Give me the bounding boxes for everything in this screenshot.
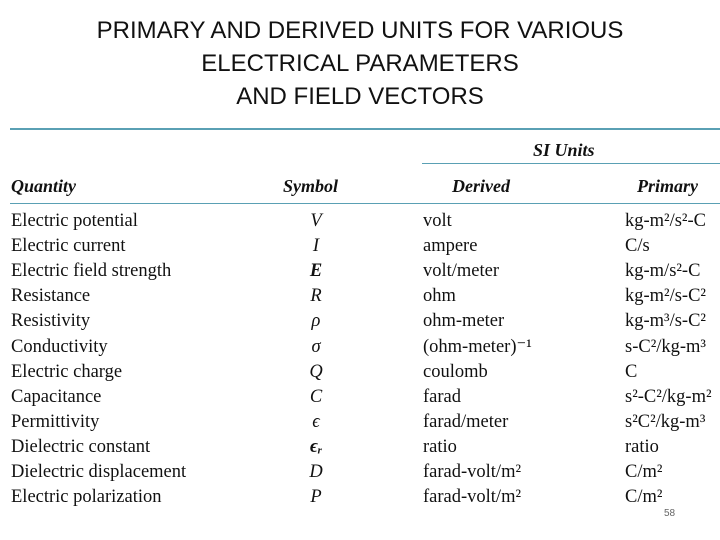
- cell-quantity: Resistivity: [11, 311, 91, 331]
- cell-quantity: Permittivity: [11, 412, 100, 432]
- cell-derived: farad: [423, 387, 461, 407]
- header-symbol: Symbol: [283, 176, 339, 196]
- cell-derived: farad-volt/m²: [423, 462, 522, 482]
- page-number: 58: [664, 508, 676, 519]
- si-units-rule: [422, 163, 720, 164]
- table-row: [0, 209, 720, 234]
- cell-derived: ampere: [423, 236, 478, 256]
- table-row: [0, 335, 720, 360]
- cell-primary: ratio: [625, 437, 659, 457]
- cell-primary: s²C²/kg-m³: [625, 412, 706, 432]
- cell-quantity: Resistance: [11, 286, 91, 306]
- cell-primary: kg-m²/s²-C: [625, 211, 706, 231]
- cell-quantity: Electric current: [11, 236, 126, 256]
- cell-primary: C/s: [625, 236, 650, 256]
- cell-derived: (ohm-meter)⁻¹: [423, 337, 532, 357]
- cell-symbol: ρ: [311, 311, 321, 331]
- cell-primary: kg-m/s²-C: [625, 261, 701, 281]
- cell-symbol: V: [310, 211, 322, 231]
- cell-derived: coulomb: [423, 362, 488, 382]
- cell-derived: ohm: [423, 286, 456, 306]
- table-row: [0, 460, 720, 485]
- si-units-header: SI Units: [533, 140, 595, 160]
- cell-symbol: ϵᵣ: [309, 437, 323, 457]
- header-primary: Primary: [637, 176, 698, 196]
- cell-quantity: Dielectric constant: [11, 437, 151, 457]
- cell-derived: ohm-meter: [423, 311, 505, 331]
- cell-primary: kg-m³/s-C²: [625, 311, 706, 331]
- cell-symbol: C: [309, 387, 323, 407]
- title-line-3: AND FIELD VECTORS: [236, 83, 484, 110]
- cell-primary: s²-C²/kg-m²: [625, 387, 712, 407]
- slide-title: [0, 14, 720, 113]
- title-line-2: ELECTRICAL PARAMETERS: [201, 50, 519, 77]
- cell-quantity: Capacitance: [11, 387, 102, 407]
- cell-primary: C/m²: [625, 462, 663, 482]
- table-row: [0, 309, 720, 334]
- cell-quantity: Electric polarization: [11, 487, 162, 507]
- title-line-1: PRIMARY AND DERIVED UNITS FOR VARIOUS: [96, 17, 624, 44]
- cell-derived: volt/meter: [423, 261, 500, 281]
- cell-derived: volt: [423, 211, 452, 231]
- cell-quantity: Electric potential: [11, 211, 138, 231]
- cell-symbol: R: [310, 286, 322, 306]
- cell-symbol: D: [309, 462, 323, 482]
- cell-symbol: E: [309, 261, 323, 281]
- cell-symbol: Q: [309, 362, 323, 382]
- cell-quantity: Conductivity: [11, 337, 108, 357]
- cell-symbol: σ: [311, 337, 321, 357]
- cell-symbol: I: [312, 236, 320, 256]
- header-derived: Derived: [452, 176, 510, 196]
- cell-derived: ratio: [423, 437, 457, 457]
- cell-quantity: Dielectric displacement: [11, 462, 187, 482]
- cell-symbol: ϵ: [312, 412, 320, 432]
- table-row: [0, 259, 720, 284]
- cell-derived: farad/meter: [423, 412, 509, 432]
- table-row: [0, 234, 720, 259]
- table-row: [0, 435, 720, 460]
- cell-primary: kg-m²/s-C²: [625, 286, 706, 306]
- table-row: [0, 410, 720, 435]
- table-row: [0, 360, 720, 385]
- cell-primary: C/m²: [625, 487, 663, 507]
- table-row: [0, 485, 720, 510]
- cell-quantity: Electric charge: [11, 362, 123, 382]
- cell-primary: s-C²/kg-m³: [625, 337, 706, 357]
- cell-quantity: Electric field strength: [11, 261, 172, 281]
- table-row: [0, 284, 720, 309]
- table-top-rule: [10, 128, 720, 130]
- cell-primary: C: [625, 362, 638, 382]
- table-row: [0, 385, 720, 410]
- header-quantity: Quantity: [11, 176, 77, 196]
- cell-symbol: P: [310, 487, 322, 507]
- cell-derived: farad-volt/m²: [423, 487, 522, 507]
- table-header-rule: [10, 203, 720, 204]
